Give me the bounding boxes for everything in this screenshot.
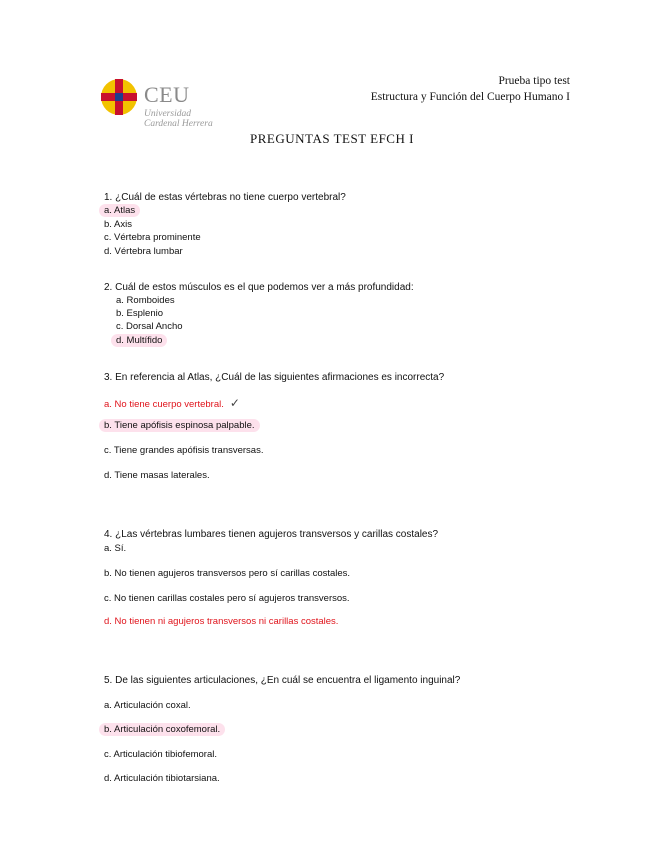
question-2-option-b: b. Esplenio <box>116 308 164 319</box>
question-4-option-a: a. Sí. <box>104 543 127 554</box>
ceu-logo <box>100 76 240 132</box>
check-mark-icon: ✓ <box>229 396 240 410</box>
question-4: 4. ¿Las vértebras lumbares tienen agujeros transversos y carillas costales? <box>104 529 439 540</box>
question-4-option-c: c. No tienen carillas costales pero sí agujeros transversos. <box>104 593 350 604</box>
question-2: 2. Cuál de estos músculos es el que podemos ver a más profundidad: <box>104 282 414 293</box>
question-1-option-d: d. Vértebra lumbar <box>104 246 183 257</box>
incorrect-answer: a. No tiene cuerpo vertebral. <box>104 399 224 410</box>
question-3-option-d: d. Tiene masas laterales. <box>104 470 210 481</box>
question-5-option-a: a. Articulación coxal. <box>104 700 191 711</box>
question-5-option-c: c. Articulación tibiofemoral. <box>104 749 217 760</box>
logo-line-1: Universidad <box>144 109 191 119</box>
logo-name: CEU <box>144 82 190 107</box>
question-5: 5. De las siguientes articulaciones, ¿En cuál se encuentra el ligamento inguinal? <box>104 675 461 686</box>
question-5-option-d: d. Articulación tibiotarsiana. <box>104 773 220 784</box>
highlighted-answer: d. Multífido <box>111 334 167 347</box>
question-2-option-a: a. Romboides <box>116 295 175 306</box>
ceu-emblem-icon <box>100 78 138 116</box>
question-1-option-a <box>104 205 140 216</box>
question-5-option-b <box>104 724 225 735</box>
question-1: 1. ¿Cuál de estas vértebras no tiene cuerpo vertebral? <box>104 192 346 203</box>
header-test-type: Prueba tipo test <box>498 75 570 87</box>
highlighted-answer: a. Atlas <box>99 204 140 217</box>
question-3-option-c: c. Tiene grandes apófisis transversas. <box>104 445 264 456</box>
question-1-option-c: c. Vértebra prominente <box>104 232 201 243</box>
question-1-option-b: b. Axis <box>104 219 132 230</box>
question-2-option-d <box>116 335 167 346</box>
question-4-option-b: b. No tienen agujeros transversos pero sí carillas costales. <box>104 568 351 579</box>
page-title: PREGUNTAS TEST EFCH I <box>250 131 414 146</box>
logo-subtitle <box>144 109 213 129</box>
question-3-option-b <box>104 420 260 431</box>
question-4-option-d: d. No tienen ni agujeros transversos ni carillas costales. <box>104 616 339 627</box>
question-3-option-a <box>104 396 240 410</box>
logo-line-2: Cardenal Herrera <box>144 119 213 129</box>
header-course: Estructura y Función del Cuerpo Humano I <box>370 91 570 103</box>
question-2-option-c: c. Dorsal Ancho <box>116 321 183 332</box>
question-3: 3. En referencia al Atlas, ¿Cuál de las siguientes afirmaciones es incorrecta? <box>104 372 445 383</box>
highlighted-answer: b. Articulación coxofemoral. <box>99 723 225 736</box>
highlighted-answer: b. Tiene apófisis espinosa palpable. <box>99 419 260 432</box>
